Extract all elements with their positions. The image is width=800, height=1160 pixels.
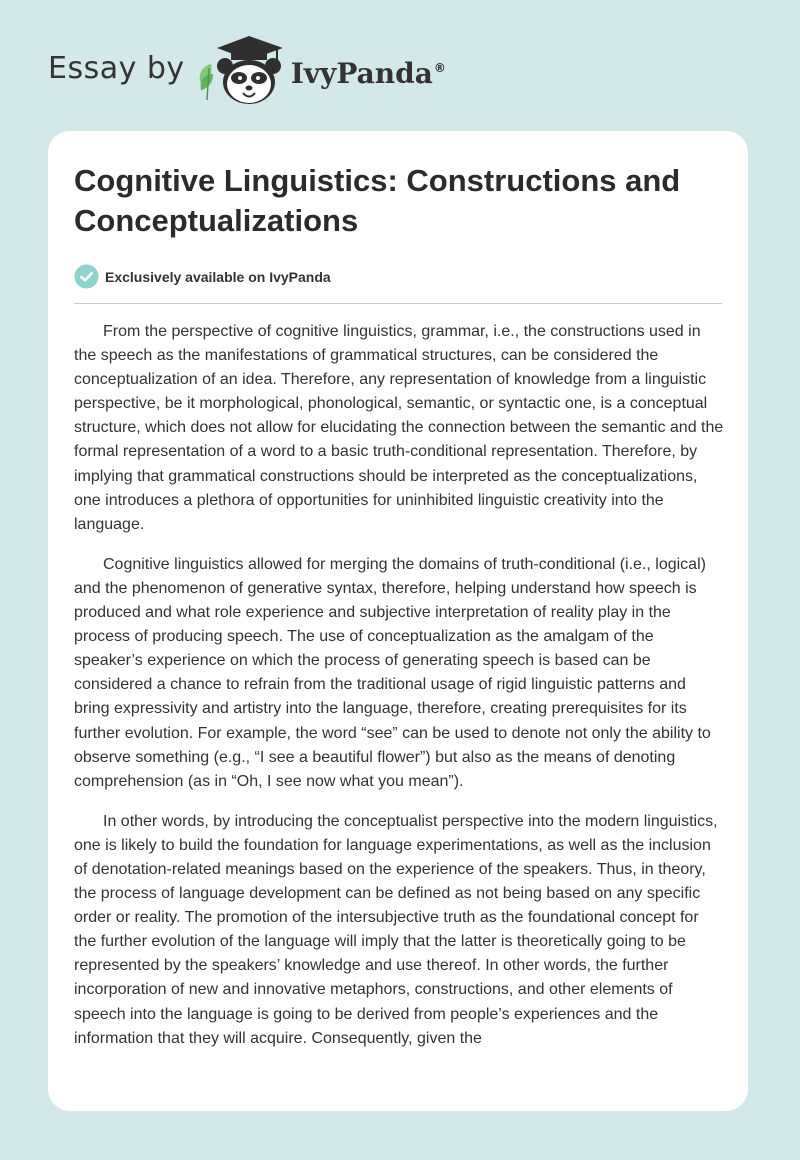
check-circle-icon: [74, 264, 99, 289]
paragraph-2: Cognitive linguistics allowed for merging the domains of truth-conditional (i.e., logical) and the phenomenon of generative syntax, therefore, helping understand how speech is produced and what role experience and subjective interpretation of reality play in the process of producing speech. The use of conceptualization as the amalgam of the speaker’s experience on which the process of generating speech is based can be considered a chance to refrain from the traditional usage of rigid linguistic patterns and bring expressivity and artistry into the language, therefore, creating prerequisites for its further evolution. For example, the word “see” can be used to denote not only the ability to observe something (e.g., “I see a beautiful flower”) but also as the means of denoting comprehension (as in “Oh, I see now what you mean”).: [74, 555, 711, 790]
brand-prefix: Essay by: [48, 50, 185, 86]
exclusive-label: Exclusively available on IvyPanda: [105, 268, 331, 285]
divider: [74, 303, 722, 304]
brand-name-text: IvyPanda: [290, 56, 433, 90]
registered-mark: ®: [433, 61, 446, 76]
page-title: Cognitive Linguistics: Constructions and Conceptualizations: [74, 163, 681, 238]
paragraph-1: From the perspective of cognitive linguistics, grammar, i.e., the constructions used in the speech as the manifestations of grammatical structures, can be considered the conceptualization of an idea. Therefore, any representation of knowledge from a linguistic perspective, be it morphological, phonological, semantic, or syntactic one, is a conceptual structure, which does not allow for elucidating the connection between the semantic and the formal representation of a word to a basic truth-conditional representation. Therefore, by implying that grammatical constructions should be interpreted as the conceptualizations, one introduces a plethora of opportunities for uninhibited linguistic creativity into the language.: [74, 323, 724, 533]
panda-graduate-logo-icon: [197, 34, 287, 106]
exclusive-badge: [74, 264, 331, 289]
brand-name: [291, 57, 446, 90]
brand-header: [48, 34, 446, 106]
essay-card: [48, 131, 748, 1111]
paragraph-3: In other words, by introducing the conceptualist perspective into the modern linguistics, one is likely to build the foundation for language experimentations, as well as the inclusion of denotation-related meanings based on the experience of the speakers. Thus, in theory, the process of language development can be defined as not being based on any specific order or reality. The promotion of the intersubjective truth as the foundational concept for the further evolution of the language will imply that the latter is theoretically going to be represented by the speakers’ knowledge and use thereof. In other words, the further incorporation of new and innovative metaphors, constructions, and other elements of speech into the language is going to be derived from people’s experiences and the information that they will acquire. Consequently, given the: [74, 812, 718, 1047]
essay-body: [74, 320, 724, 1067]
